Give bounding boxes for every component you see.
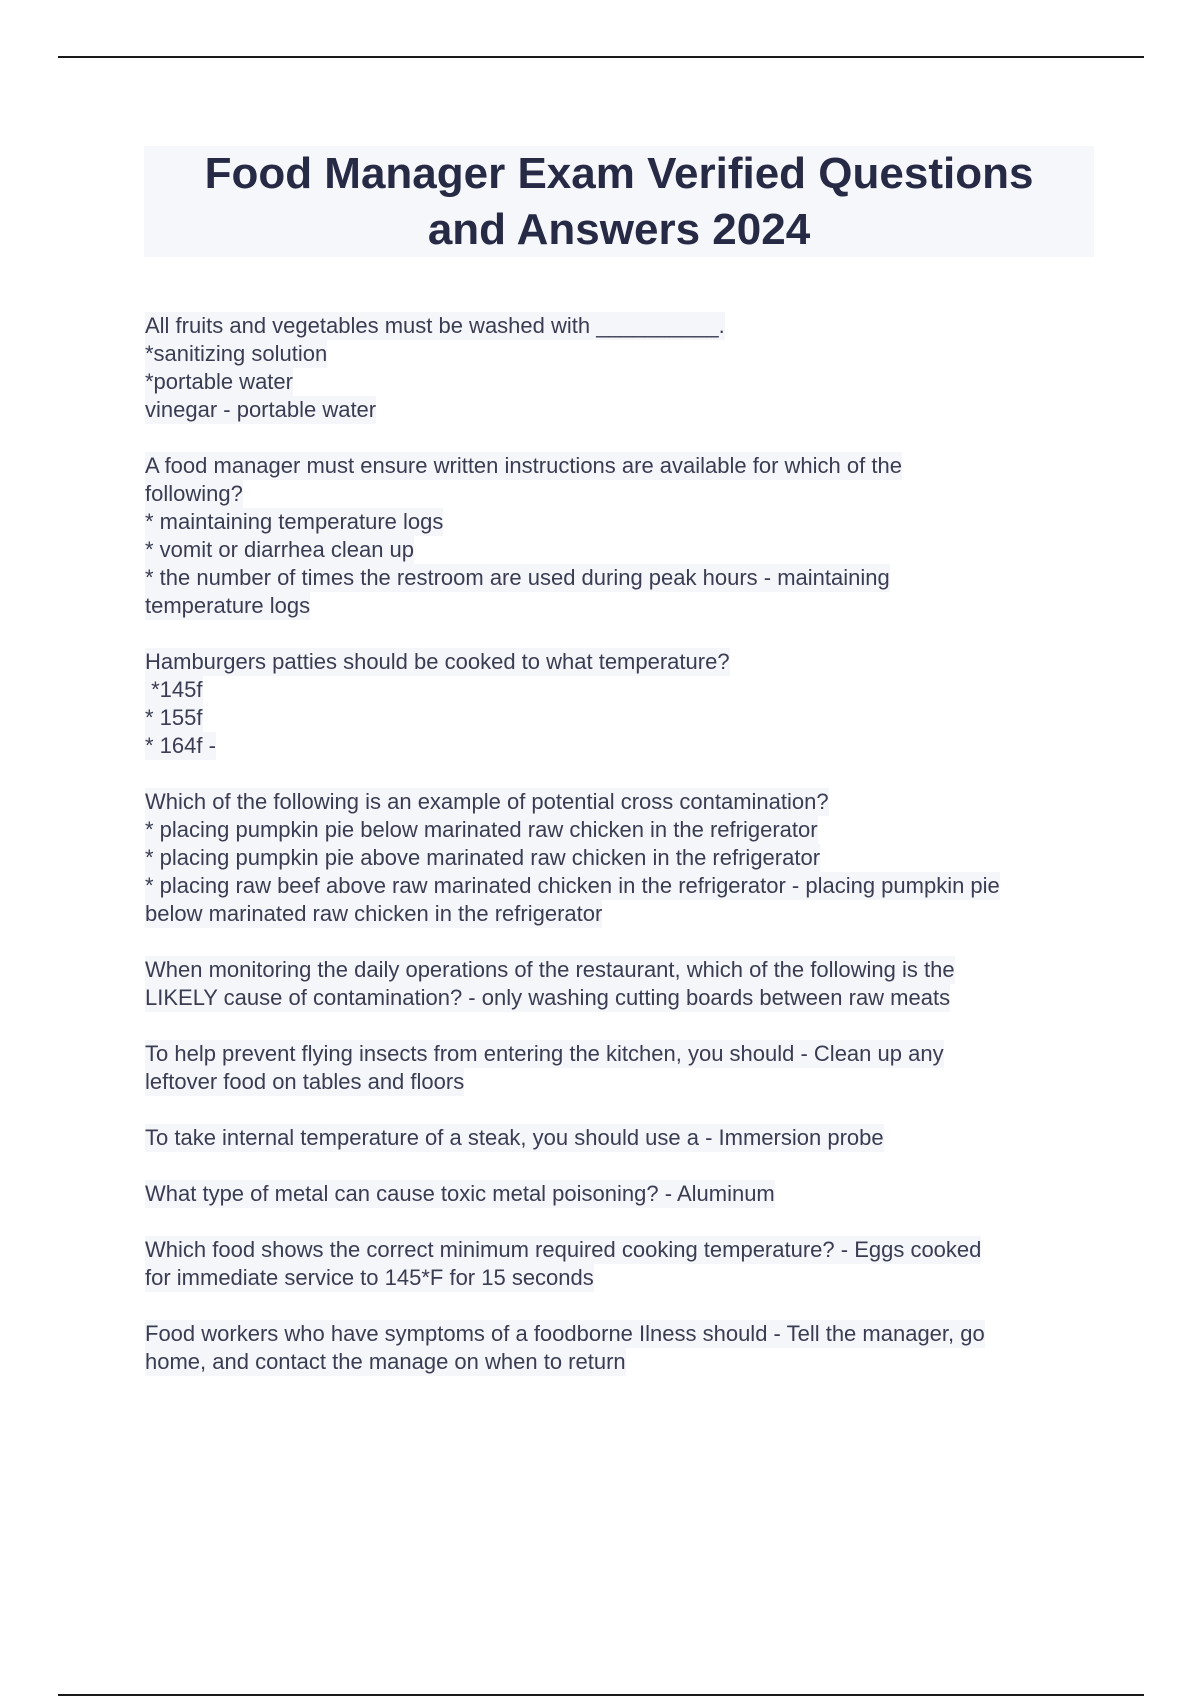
qa-item (145, 1236, 1095, 1292)
qa-line: for immediate service to 145*F for 15 seconds (145, 1265, 594, 1290)
qa-line: vinegar - portable water (145, 397, 377, 422)
qa-line: *portable water (145, 369, 293, 394)
qa-line: * placing raw beef above raw marinated chicken in the refrigerator - placing pumpkin pie (145, 873, 1000, 898)
qa-line: A food manager must ensure written instructions are available for which of the (145, 453, 902, 478)
qa-line: *145f (145, 677, 203, 702)
qa-line: When monitoring the daily operations of the restaurant, which of the following is the (145, 957, 955, 982)
qa-line: Food workers who have symptoms of a foodborne Ilness should - Tell the manager, go (145, 1321, 985, 1346)
qa-item (145, 956, 1095, 1012)
qa-item (145, 452, 1095, 620)
qa-line: * the number of times the restroom are used during peak hours - maintaining (145, 565, 890, 590)
qa-line: * placing pumpkin pie above marinated raw chicken in the refrigerator (145, 845, 821, 870)
qa-line: * maintaining temperature logs (145, 509, 444, 534)
qa-line: All fruits and vegetables must be washed with __________. (145, 313, 725, 338)
qa-item (145, 788, 1095, 928)
qa-line: following? (145, 481, 243, 506)
qa-item (145, 1040, 1095, 1096)
qa-line: Which food shows the correct minimum required cooking temperature? - Eggs cooked (145, 1237, 982, 1262)
top-rule (58, 56, 1144, 58)
qa-item (145, 1124, 1095, 1152)
qa-line: * vomit or diarrhea clean up (145, 537, 415, 562)
qa-line: Which of the following is an example of potential cross contamination? (145, 789, 829, 814)
qa-line: LIKELY cause of contamination? - only washing cutting boards between raw meats (145, 985, 951, 1010)
qa-line: leftover food on tables and floors (145, 1069, 465, 1094)
qa-line: * placing pumpkin pie below marinated raw chicken in the refrigerator (145, 817, 818, 842)
bottom-rule (58, 1694, 1144, 1696)
qa-item (145, 1180, 1095, 1208)
qa-list (145, 312, 1095, 1404)
qa-line: To take internal temperature of a steak, you should use a - Immersion probe (145, 1125, 884, 1150)
title-line: and Answers 2024 (427, 204, 811, 254)
qa-line: below marinated raw chicken in the refrigerator (145, 901, 603, 926)
qa-line: home, and contact the manage on when to return (145, 1349, 626, 1374)
document-title (144, 146, 1094, 257)
qa-line: * 164f - (145, 733, 216, 758)
qa-line: * 155f (145, 705, 203, 730)
title-line: Food Manager Exam Verified Questions (204, 148, 1034, 198)
qa-line: temperature logs (145, 593, 311, 618)
qa-line: What type of metal can cause toxic metal poisoning? - Aluminum (145, 1181, 775, 1206)
qa-line: *sanitizing solution (145, 341, 328, 366)
qa-line: To help prevent flying insects from entering the kitchen, you should - Clean up any (145, 1041, 944, 1066)
qa-line: Hamburgers patties should be cooked to what temperature? (145, 649, 730, 674)
qa-item (145, 648, 1095, 760)
qa-item (145, 312, 1095, 424)
qa-item (145, 1320, 1095, 1376)
